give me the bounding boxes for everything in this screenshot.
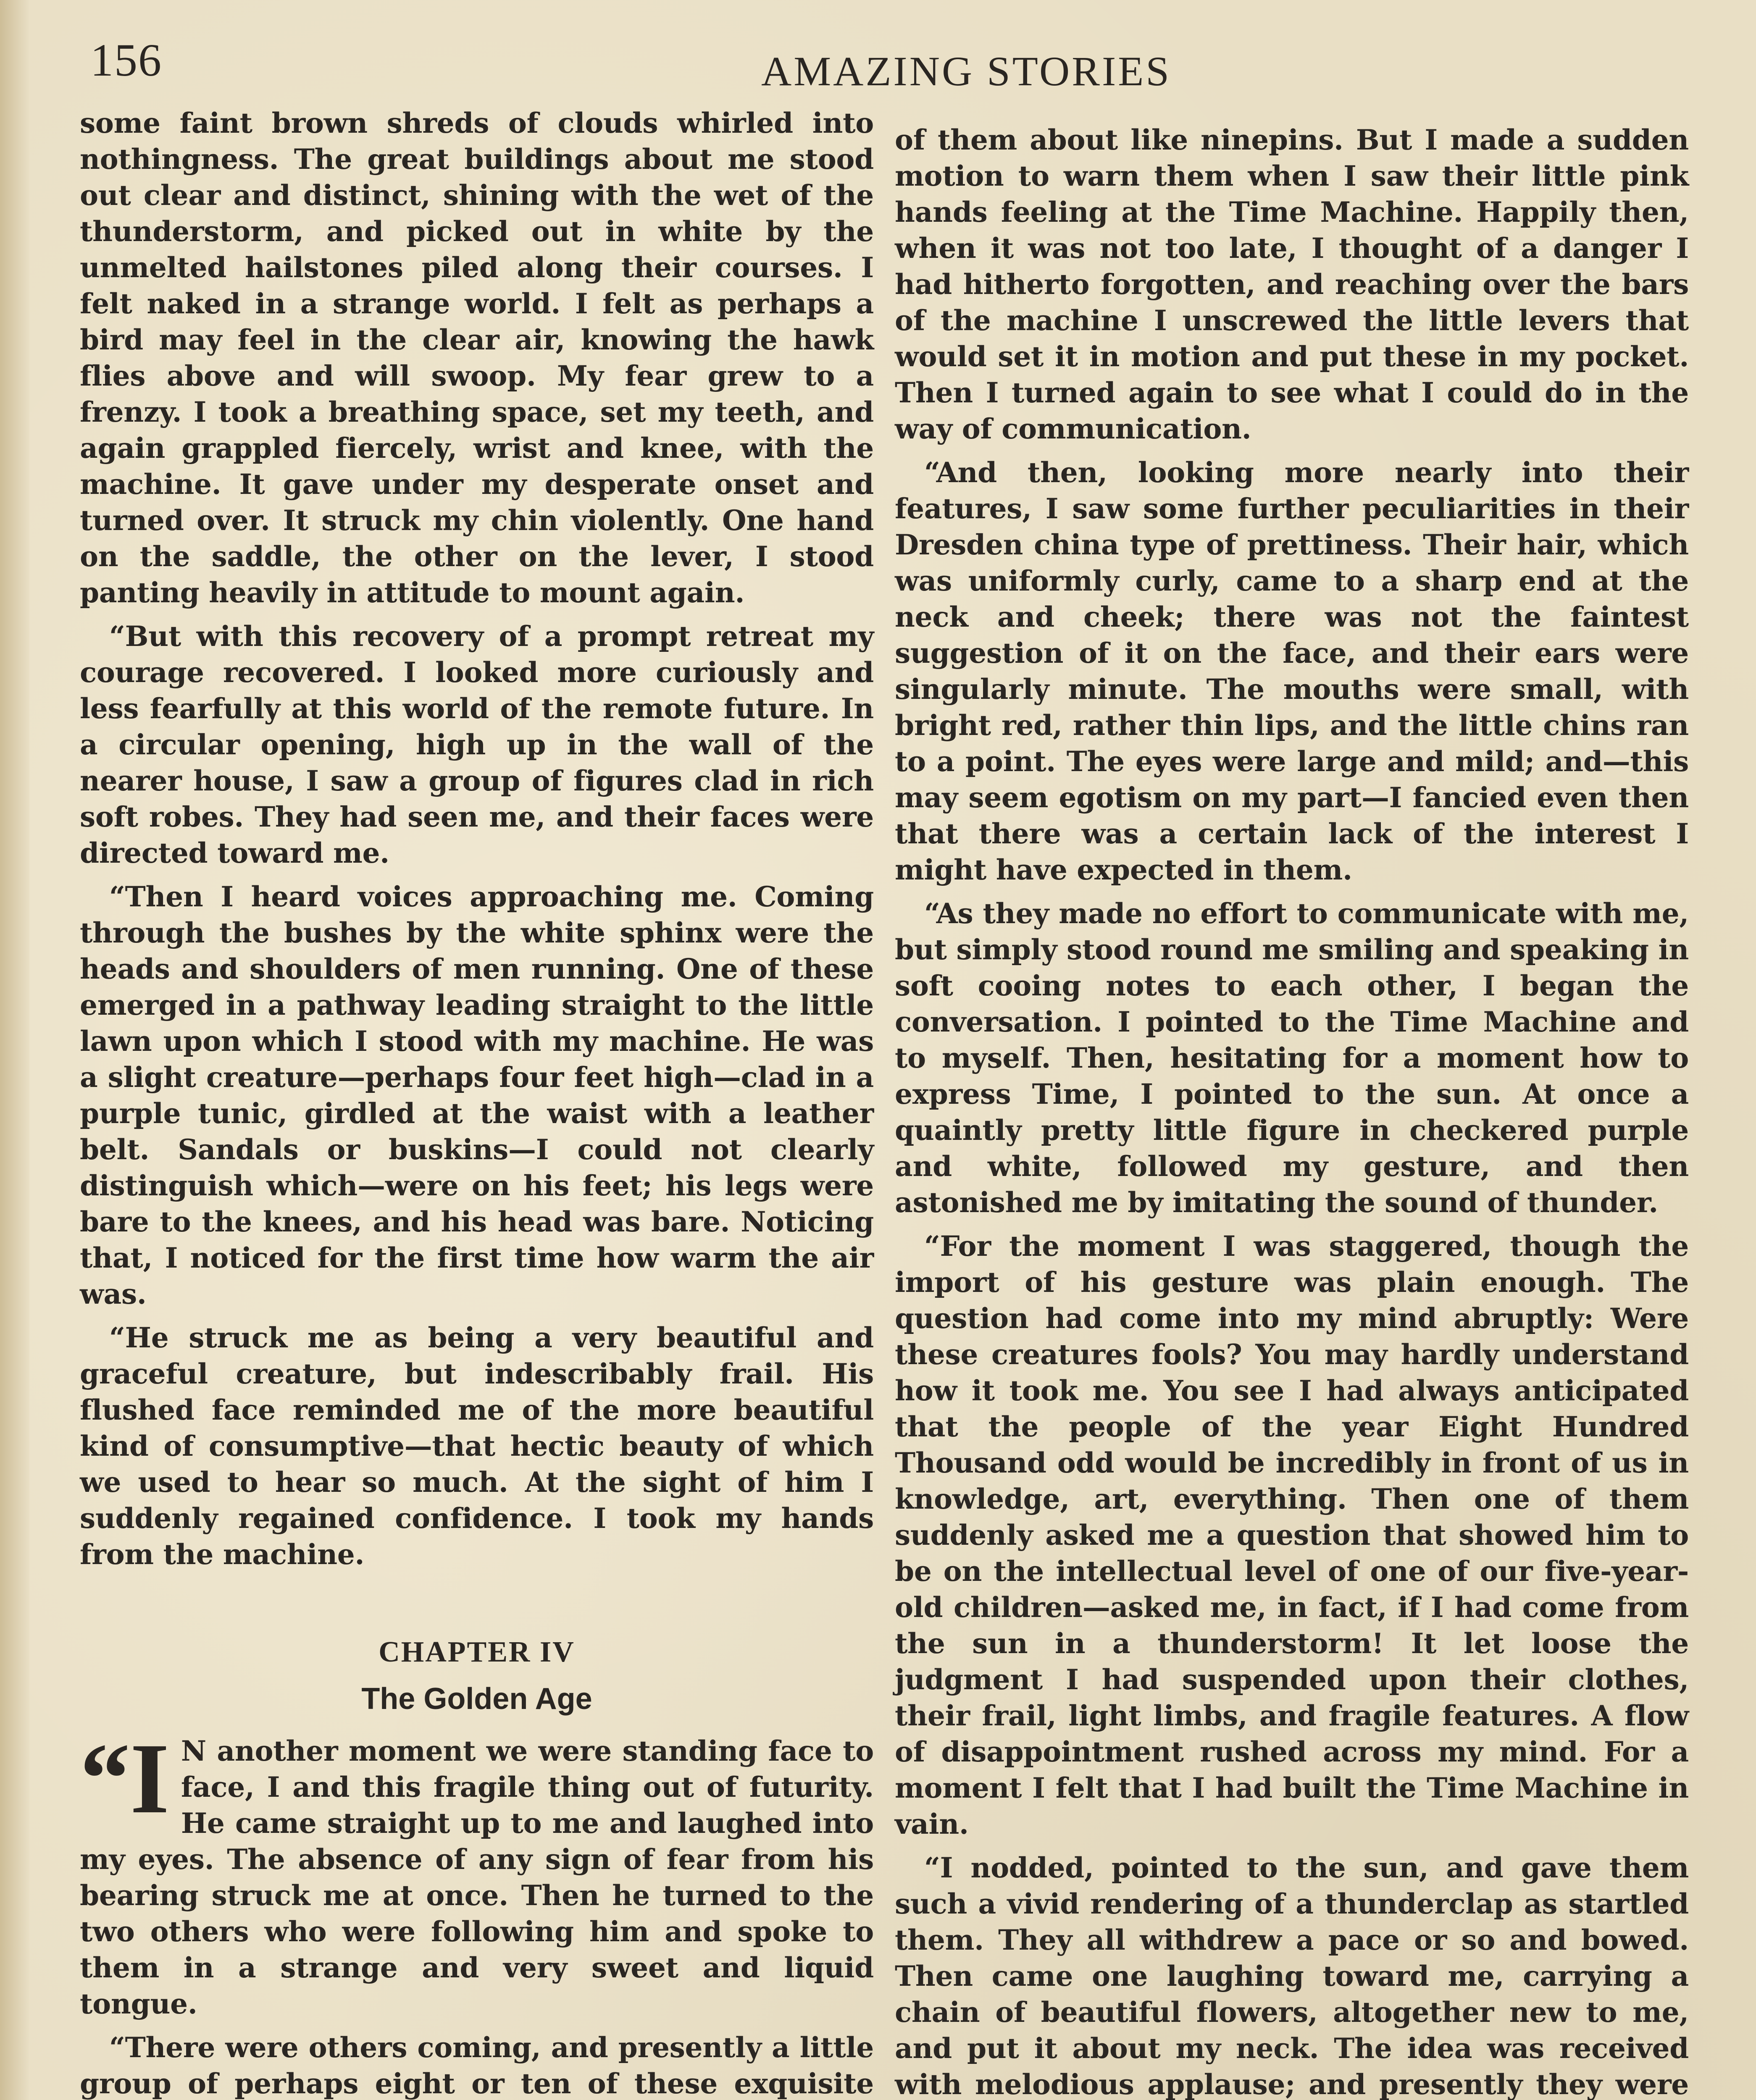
- paragraph: of them about like ninepins. But I made a sudden motion to warn them when I saw their little pink hands feeling at the Time Machine. Happily then, when it was not too late, I thought of a danger I had hitherto forgotten, and reaching over the bars of the machine I unscrewed the little levers that would set it in motion and put these in my pocket. Then I turned again to see what I could do in the way of communication.: [895, 123, 1689, 445]
- paragraph: “Then I heard voices approaching me. Coming through the bushes by the white sphinx were the heads and shoulders of men running. One of these emerged in a pathway leading straight to the little lawn upon which I stood with my machine. He was a slight creature—perhaps four feet high—clad in a purple tunic, girdled at the waist with a leather belt. Sandals or buskins—I could not clearly distinguish which—were on his feet; his legs were bare to the knees, and his head was bare. Noticing that, I noticed for the first time how warm the air was.: [80, 880, 874, 1310]
- paragraph: “And then, looking more nearly into their features, I saw some further peculiarities in their Dresden china type of prettiness. Their hair, which was uniformly curly, came to a sharp end at the neck and cheek; there was not the faintest suggestion of it on the face, and their ears were singularly minute. The mouths were small, with bright red, rather thin lips, and the little chins ran to a point. The eyes were large and mild; and—this may seem egotism on my part—I fancied even then that there was a certain lack of the interest I might have expected in them.: [895, 456, 1689, 886]
- paragraph: “For the moment I was staggered, though the import of his gesture was plain enough. The question had come into my mind abruptly: Were these creatures fools? You may hardly understand how it took me. You see I had always anticipated that the people of the year Eight Hundred Thousand odd would be incredibly in front of us in knowledge, art, everything. Then one of them suddenly asked me a question that showed him to be on the intellectual level of one of our five-year-old children—asked me, in fact, if I had come from the sun in a thunderstorm! It let loose the judgment I had suspended upon their clothes, their frail, light limbs, and fragile features. A flow of disappointment rushed across my mind. For a moment I felt that I had built the Time Machine in vain.: [895, 1230, 1689, 1840]
- chapter-opening-text: N another moment we were standing face to face, I and this fragile thing out of futurity. He came straight up to me and laughed into my eyes. The absence of any sign of fear from his bearing struck me at once. Then he turned to the two others who were following him and spoke to them in a strange and very sweet and liquid tongue.: [80, 1735, 874, 2020]
- paragraph: “There were others coming, and presently a little group of perhaps eight or ten of these exquisite: [80, 2031, 874, 2100]
- binding-edge: [0, 0, 29, 2100]
- drop-cap-letter: I: [130, 1733, 169, 1834]
- left-column: [80, 105, 874, 2100]
- chapter-title: The Golden Age: [361, 1682, 592, 1716]
- right-column: [895, 122, 1689, 2100]
- paragraph: “He struck me as being a very beautiful and graceful creature, but indescribably frail. His flushed face reminded me of the more beautiful kind of consumptive—that hectic beauty of which we used to hear so much. At the sight of him I suddenly regained confidence. I took my hands from the machine.: [80, 1321, 874, 1571]
- paragraph: some faint brown shreds of clouds whirled into nothingness. The great buildings about me stood out clear and distinct, shining with the wet of the thunderstorm, and picked out in white by the unmelted hailstones piled along their courses. I felt naked in a strange world. I felt as perhaps a bird may feel in the clear air, knowing the hawk flies above and will swoop. My fear grew to a frenzy. I took a breathing space, set my teeth, and again grappled fiercely, wrist and knee, with the machine. It gave under my desperate onset and turned over. It struck my chin violently. One hand on the saddle, the other on the lever, I stood panting heavily in attitude to mount again.: [80, 107, 874, 609]
- paragraph: “I nodded, pointed to the sun, and gave them such a vivid rendering of a thunderclap as startled them. They all withdrew a pace or so and bowed. Then came one laughing toward me, carrying a chain of beautiful flowers, altogether new to me, and put it about my neck. The idea was received with melodious applause; and presently they were: [895, 1851, 1689, 2100]
- chapter-heading: CHAPTER IV: [379, 1636, 575, 1668]
- chapter-opening-paragraph: [80, 1733, 874, 2022]
- running-title: AMAZING STORIES: [761, 48, 1171, 94]
- paragraph: “As they made no effort to communicate with me, but simply stood round me smiling and speaking in soft cooing notes to each other, I began the conversation. I pointed to the Time Machine and to myself. Then, hesitating for a moment how to express Time, I pointed to the sun. At once a quaintly pretty little figure in checkered purple and white, followed my gesture, and then astonished me by imitating the sound of thunder.: [895, 897, 1689, 1219]
- drop-cap-quote: “: [80, 1733, 130, 1834]
- page-number: 156: [90, 34, 162, 86]
- paragraph: “But with this recovery of a prompt retreat my courage recovered. I looked more curiously and less fearfully at this world of the remote future. In a circular opening, high up in the wall of the nearer house, I saw a group of figures clad in rich soft robes. They had seen me, and their faces were directed toward me.: [80, 620, 874, 869]
- drop-cap: [80, 1733, 169, 1834]
